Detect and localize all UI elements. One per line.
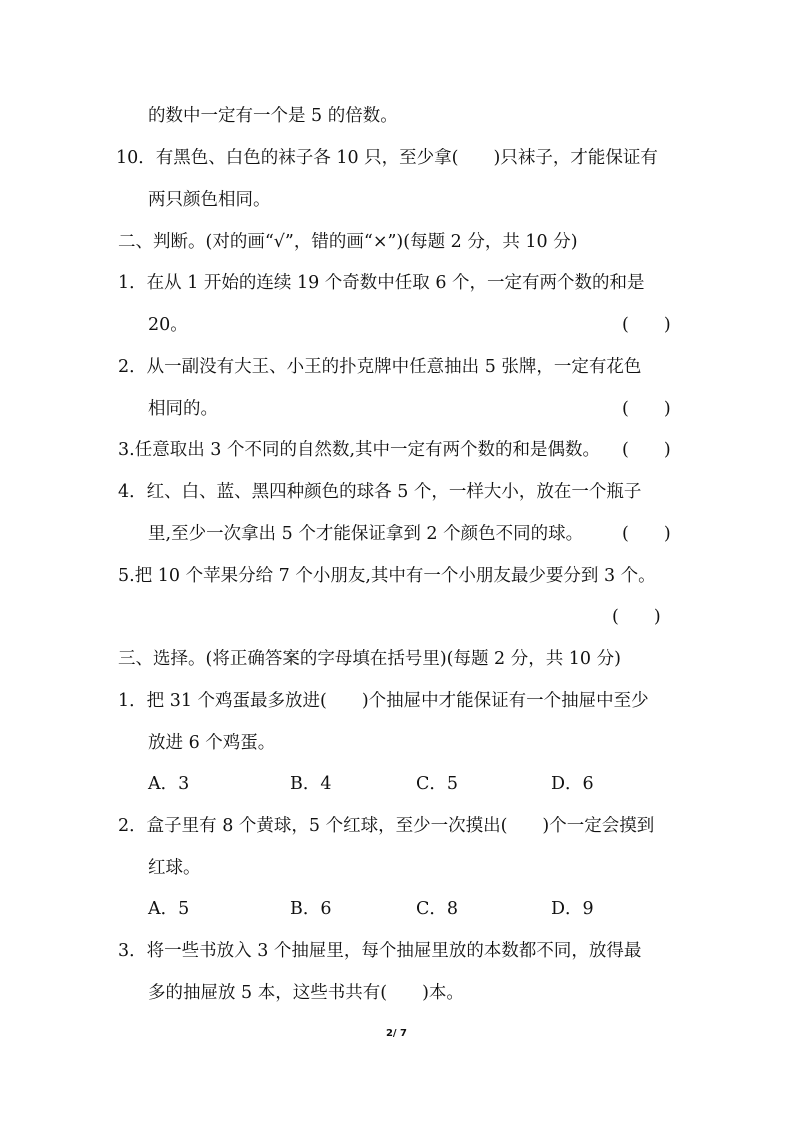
choice-1-option-c[interactable]: C．5 (416, 774, 459, 794)
choice-3-line-1: 3．将一些书放入 3 个抽屉里，每个抽屉里放的本数都不同，放得最 (118, 941, 642, 961)
judgment-3: 3.任意取出 3 个不同的自然数,其中一定有两个数的和是偶数。 (118, 440, 601, 460)
choice-3-line-2: 多的抽屉放 5 本，这些书共有( )本。 (148, 983, 464, 1003)
question-10-line-2: 两只颜色相同。 (148, 190, 271, 210)
judgment-2-line-1: 2．从一副没有大王、小王的扑克牌中任意抽出 5 张牌，一定有花色 (118, 357, 642, 377)
page-number: 2/ 7 (385, 1028, 408, 1039)
judgment-4-answer-blank[interactable]: ( ) (622, 524, 671, 544)
judgment-5: 5.把 10 个苹果分给 7 个小朋友,其中有一个小朋友最少要分到 3 个。 (118, 566, 656, 586)
question-9-continuation: 的数中一定有一个是 5 的倍数。 (148, 106, 398, 126)
choice-2-option-d[interactable]: D．9 (551, 899, 594, 919)
judgment-2-answer-blank[interactable]: ( ) (622, 399, 671, 419)
question-10-line-1: 10．有黑色、白色的袜子各 10 只，至少拿( )只袜子，才能保证有 (116, 148, 658, 168)
judgment-4-line-2: 里,至少一次拿出 5 个才能保证拿到 2 个颜色不同的球。 (148, 524, 584, 544)
choice-1-option-a[interactable]: A．3 (148, 774, 190, 794)
choice-1-line-1: 1．把 31 个鸡蛋最多放进( )个抽屉中才能保证有一个抽屉中至少 (118, 691, 649, 711)
choice-2-option-a[interactable]: A．5 (148, 899, 190, 919)
section-choice-heading: 三、选择。(将正确答案的字母填在括号里)(每题 2 分，共 10 分) (118, 649, 621, 669)
judgment-4-line-1: 4．红、白、蓝、黑四种颜色的球各 5 个，一样大小，放在一个瓶子 (118, 482, 642, 502)
choice-2-line-2: 红球。 (148, 858, 201, 878)
judgment-1-line-2: 20。 (148, 315, 188, 335)
judgment-2-line-2: 相同的。 (148, 399, 218, 419)
choice-2-option-b[interactable]: B．6 (290, 899, 332, 919)
choice-1-option-b[interactable]: B．4 (290, 774, 332, 794)
choice-2-line-1: 2．盒子里有 8 个黄球，5 个红球，至少一次摸出( )个一定会摸到 (118, 816, 655, 836)
judgment-1-line-1: 1．在从 1 开始的连续 19 个奇数中任取 6 个，一定有两个数的和是 (118, 273, 645, 293)
section-judgment-heading: 二、判断。(对的画“√”，错的画“×”)(每题 2 分，共 10 分) (118, 232, 578, 252)
judgment-1-answer-blank[interactable]: ( ) (622, 315, 671, 335)
judgment-3-answer-blank[interactable]: ( ) (622, 440, 671, 460)
choice-1-line-2: 放进 6 个鸡蛋。 (148, 733, 276, 753)
judgment-5-answer-blank[interactable]: ( ) (612, 607, 661, 627)
choice-2-option-c[interactable]: C．8 (416, 899, 459, 919)
choice-1-option-d[interactable]: D．6 (551, 774, 594, 794)
